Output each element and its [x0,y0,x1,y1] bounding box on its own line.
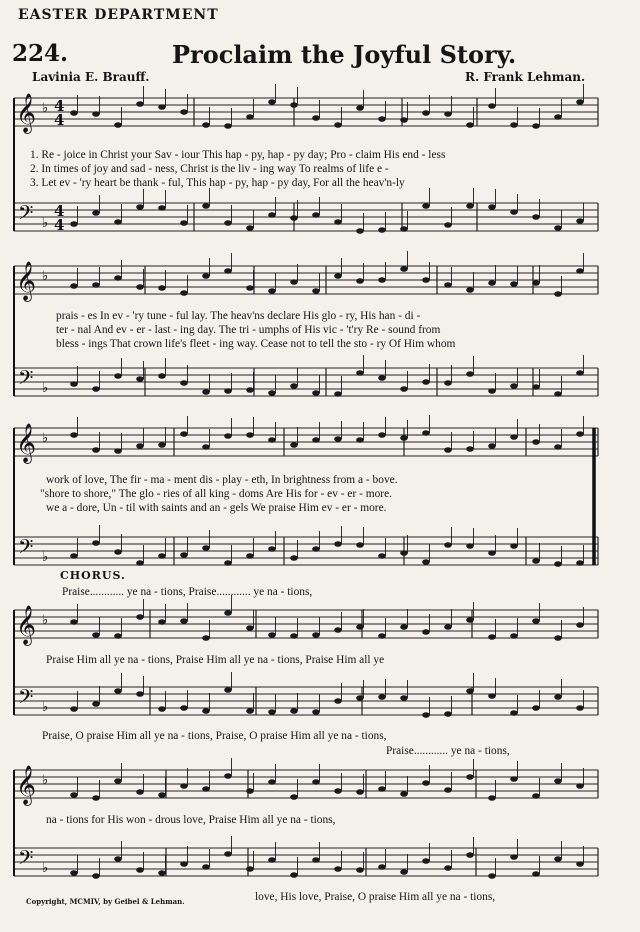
treble-4-note [466,617,474,623]
treble-4-note [136,614,144,620]
treble-1-note [114,122,122,128]
bass-3-note [356,542,364,548]
treble-1-note [268,99,276,105]
bass-5-note [246,866,254,872]
verse-3-line-2: bless - ings That crown life's fleet - ing way. Cease not to tell the sto - ry Of Him whom [56,338,456,350]
bass-1-note [466,203,474,209]
treble-2-note [268,288,276,294]
treble-clef-icon: 𝄞 [16,423,37,463]
treble-3-note [466,446,474,452]
treble-3-note [356,437,364,443]
treble-3-note [136,443,144,449]
time-signature-bottom: 4 [54,111,65,129]
treble-1-note [290,102,298,108]
verse-1-line-1: 1. Re - joice in Christ your Sav - iour This hap - py, hap - py day; Pro - claim His end - less [30,149,446,161]
treble-1-note [532,123,540,129]
bass-5-note [576,861,584,867]
bass-3-note [576,560,584,566]
treble-5-note [422,780,430,786]
treble-4-note [334,627,342,633]
treble-2-note [510,281,518,287]
bass-3-note [290,555,298,561]
bass-5-note [202,864,210,870]
treble-4-note [92,632,100,638]
bass-5-note [158,870,166,876]
bass-4-note [378,694,386,700]
bass-clef-icon: 𝄢 [18,366,34,394]
treble-2-note [158,285,166,291]
treble-1-note [202,122,210,128]
chorus-label: CHORUS. [60,569,126,582]
bass-4-note [268,709,276,715]
bass-2-note [356,370,364,376]
bass-1-note [70,221,78,227]
bass-2-note [488,388,496,394]
treble-2-note [114,275,122,281]
treble-2-note [422,277,430,283]
treble-2-note [70,283,78,289]
bass-3-note [444,542,452,548]
chorus-upper-lyric-2: Praise............ ye na - tions, [386,745,510,757]
bass-3-note [92,540,100,546]
treble-3-note [554,444,562,450]
bass-1-note [136,204,144,210]
key-flat-icon: ♭ [42,613,49,628]
chorus-lower-lyric-2: love, His love, Praise, O praise Him all ye na - tions, [255,891,496,903]
treble-4-note [246,625,254,631]
treble-3-note [268,437,276,443]
composer-credit: R. Frank Lehman. [465,70,586,84]
treble-2-note [554,291,562,297]
key-flat-icon: ♭ [42,216,49,231]
treble-5-note [356,789,364,795]
department-heading: EASTER DEPARTMENT [18,7,219,23]
treble-3-note [224,433,232,439]
hymn-number: 224. [12,40,69,67]
chorus-middle-lyric-1: Praise Him all ye na - tions, Praise Him all ye na - tions, Praise Him all ye [46,654,385,666]
treble-4-note [312,632,320,638]
bass-1-note [224,220,232,226]
bass-2-note [136,376,144,382]
bass-5-note [400,869,408,875]
bass-1-note [202,203,210,209]
treble-5-note [136,789,144,795]
treble-5-note [114,778,122,784]
treble-1-note [422,110,430,116]
treble-5-note [70,792,78,798]
treble-1-note [158,104,166,110]
treble-2-note [136,284,144,290]
time-signature-top: 4 [54,202,65,220]
bass-3-note [400,550,408,556]
bass-clef-icon: 𝄢 [18,201,34,229]
treble-3-note [510,434,518,440]
bass-2-note [466,371,474,377]
bass-5-note [224,851,232,857]
bass-1-note [180,220,188,226]
bass-1-note [92,210,100,216]
treble-2-note [334,273,342,279]
bass-1-note [510,209,518,215]
treble-5-note [444,787,452,793]
treble-2-note [576,268,584,274]
treble-1-note [466,122,474,128]
treble-2-note [378,277,386,283]
treble-3-note [202,444,210,450]
hymn-title: Proclaim the Joyful Story. [172,40,517,69]
treble-1-note [356,105,364,111]
treble-5-note [510,776,518,782]
bass-4-note [400,695,408,701]
bass-5-note [554,856,562,862]
bass-3-note [554,561,562,567]
bass-5-note [466,852,474,858]
treble-4-note [268,632,276,638]
treble-1-note [246,114,254,120]
bass-5-note [532,871,540,877]
bass-1-note [532,214,540,220]
key-flat-icon: ♭ [42,700,49,715]
bass-1-note [334,219,342,225]
treble-1-note [400,117,408,123]
verse-3-line-3: we a - dore, Un - til with saints and an - gels We praise Him ev - er - more. [46,502,387,514]
bass-5-note [290,872,298,878]
bass-1-note [444,222,452,228]
bass-4-note [246,708,254,714]
treble-1-note [334,122,342,128]
treble-clef-icon: 𝄞 [16,765,37,805]
treble-5-note [224,773,232,779]
treble-4-note [224,610,232,616]
treble-5-note [180,783,188,789]
verse-2-line-2: ter - nal And ev - er - last - ing day. The tri - umphs of His vic - 't'ry Re - sound from [56,324,441,336]
bass-5-note [70,870,78,876]
bass-4-note [488,693,496,699]
bass-4-note [532,705,540,711]
bass-4-note [334,698,342,704]
treble-2-note [356,278,364,284]
verse-3-line-1: 3. Let ev - 'ry heart be thank - ful, This hap - py, hap - py day, For all the heav'n-ly [30,177,405,189]
bass-2-note [202,389,210,395]
treble-4-note [158,619,166,625]
bass-3-note [136,560,144,566]
treble-1-note [554,114,562,120]
bass-2-note [290,383,298,389]
bass-1-note [576,218,584,224]
treble-5-note [268,779,276,785]
bass-1-note [290,215,298,221]
key-flat-icon: ♭ [42,381,49,396]
treble-4-note [400,624,408,630]
bass-5-note [356,867,364,873]
bass-5-note [422,858,430,864]
treble-3-note [312,437,320,443]
bass-4-note [136,691,144,697]
treble-2-note [312,288,320,294]
treble-4-note [378,633,386,639]
treble-4-note [510,633,518,639]
bass-2-note [70,381,78,387]
time-signature-top: 4 [54,97,65,115]
bass-1-note [312,212,320,218]
treble-3-note [334,436,342,442]
bass-4-note [290,708,298,714]
treble-1-note [224,123,232,129]
bass-1-note [488,204,496,210]
bass-4-note [202,708,210,714]
treble-5-note [246,788,254,794]
treble-5-note [576,783,584,789]
bass-1-note [158,205,166,211]
bass-4-note [422,712,430,718]
bass-4-note [466,688,474,694]
treble-4-note [532,618,540,624]
bass-2-note [92,386,100,392]
treble-2-note [92,282,100,288]
treble-4-note [488,634,496,640]
treble-3-note [70,432,78,438]
treble-2-note [202,273,210,279]
verse-2-line-1: 2. In times of joy and sad - ness, Christ is the liv - ing way To realms of life e - [30,163,389,175]
treble-4-note [576,622,584,628]
treble-1-note [312,115,320,121]
bass-clef-icon: 𝄢 [18,535,34,563]
treble-1-note [70,110,78,116]
bass-2-note [268,390,276,396]
treble-2-note [532,280,540,286]
treble-5-note [400,791,408,797]
key-flat-icon: ♭ [42,101,49,116]
treble-clef-icon: 𝄞 [16,605,37,645]
bass-5-note [114,856,122,862]
bass-5-note [510,854,518,860]
bass-1-note [268,212,276,218]
bass-3-note [422,559,430,565]
bass-5-note [488,873,496,879]
bass-3-note [510,543,518,549]
treble-2-note [290,279,298,285]
bass-3-note [312,546,320,552]
bass-5-note [92,873,100,879]
bass-4-note [114,688,122,694]
time-signature-bottom: 4 [54,216,65,234]
bass-4-note [510,710,518,716]
copyright-notice: Copyright, MCMIV, by Geibel & Lehman. [26,897,185,906]
treble-3-note [400,435,408,441]
treble-5-note [334,788,342,794]
bass-3-note [268,546,276,552]
verse-1-line-2: prais - es In ev - 'ry tune - ful lay. The heav'ns declare His glo - ry, His han - di - [56,310,421,322]
bass-5-note [268,857,276,863]
bass-3-note [334,541,342,547]
treble-3-note [158,442,166,448]
treble-3-note [444,447,452,453]
bass-4-note [180,705,188,711]
treble-3-note [488,443,496,449]
treble-1-note [136,101,144,107]
treble-5-note [378,786,386,792]
treble-3-note [246,432,254,438]
treble-3-note [378,432,386,438]
treble-clef-icon: 𝄞 [16,93,37,133]
bass-4-note [356,695,364,701]
bass-3-note [466,543,474,549]
bass-2-note [246,387,254,393]
bass-4-note [444,711,452,717]
bass-1-note [356,228,364,234]
bass-2-note [312,390,320,396]
bass-2-note [378,375,386,381]
bass-5-note [312,857,320,863]
treble-5-note [466,774,474,780]
bass-5-note [444,865,452,871]
chorus-upper-lyric-1: Praise............ ye na - tions, Praise............ ye na - tions, [62,586,313,598]
treble-3-note [532,439,540,445]
bass-3-note [224,560,232,566]
treble-3-note [576,431,584,437]
bass-1-note [114,219,122,225]
bass-clef-icon: 𝄢 [18,846,34,874]
treble-4-note [554,635,562,641]
bass-3-note [114,549,122,555]
bass-2-note [158,373,166,379]
treble-4-note [422,629,430,635]
bass-1-note [554,225,562,231]
key-flat-icon: ♭ [42,431,49,446]
treble-1-note [444,111,452,117]
bass-2-note [510,383,518,389]
bass-3-note [246,553,254,559]
treble-2-note [246,285,254,291]
treble-4-note [202,635,210,641]
bass-5-note [378,864,386,870]
treble-5-note [312,779,320,785]
bass-4-note [92,701,100,707]
bass-5-note [136,867,144,873]
chorus-lower-lyric-1: Praise, O praise Him all ye na - tions, Praise, O praise Him all ye na - tions, [42,730,387,742]
bass-4-note [70,706,78,712]
bass-4-note [224,687,232,693]
treble-clef-icon: 𝄞 [16,261,37,301]
treble-4-note [444,624,452,630]
key-flat-icon: ♭ [42,773,49,788]
bass-5-note [334,866,342,872]
treble-4-note [356,624,364,630]
bass-3-note [378,553,386,559]
lyricist-credit: Lavinia E. Brauff. [32,70,150,84]
bass-2-note [422,379,430,385]
bass-2-note [400,386,408,392]
bass-2-note [224,388,232,394]
treble-1-note [510,122,518,128]
treble-3-note [114,448,122,454]
treble-2-note [224,268,232,274]
bass-1-note [378,227,386,233]
treble-2-note [444,282,452,288]
treble-3-note [290,442,298,448]
bass-2-note [576,370,584,376]
treble-4-note [114,633,122,639]
bass-1-note [422,203,430,209]
treble-5-note [488,795,496,801]
treble-2-note [400,266,408,272]
treble-1-note [488,103,496,109]
treble-2-note [466,287,474,293]
treble-5-note [532,793,540,799]
bass-2-note [180,380,188,386]
treble-3-note [180,431,188,437]
treble-2-note [488,280,496,286]
treble-5-note [554,778,562,784]
treble-5-note [290,794,298,800]
treble-5-note [92,795,100,801]
chorus-middle-lyric-2: na - tions for His won - drous love, Praise Him all ye na - tions, [46,814,336,826]
treble-1-note [180,109,188,115]
bass-5-note [180,861,188,867]
bass-3-note [488,550,496,556]
treble-1-note [92,111,100,117]
bass-2-note [114,373,122,379]
key-flat-icon: ♭ [42,550,49,565]
verse-2-line-3: "shore to shore," The glo - ries of all king - doms Are His for - ev - er - more. [40,488,392,500]
bass-3-note [532,558,540,564]
bass-3-note [202,545,210,551]
treble-2-note [180,290,188,296]
bass-4-note [576,705,584,711]
bass-2-note [334,391,342,397]
treble-4-note [290,633,298,639]
bass-2-note [554,391,562,397]
key-flat-icon: ♭ [42,269,49,284]
bass-clef-icon: 𝄢 [18,685,34,713]
bass-2-note [444,380,452,386]
bass-3-note [180,552,188,558]
verse-1-line-3: work of love, The fir - ma - ment dis - play - eth, In brightness from a - bove. [46,474,398,486]
bass-3-note [158,553,166,559]
bass-2-note [532,384,540,390]
treble-4-note [180,618,188,624]
treble-5-note [202,786,210,792]
bass-4-note [554,694,562,700]
bass-1-note [246,225,254,231]
bass-4-note [312,709,320,715]
bass-4-note [158,706,166,712]
treble-1-note [378,116,386,122]
treble-3-note [92,447,100,453]
treble-1-note [576,99,584,105]
treble-3-note [422,430,430,436]
key-flat-icon: ♭ [42,861,49,876]
bass-1-note [400,226,408,232]
treble-5-note [158,792,166,798]
bass-3-note [70,553,78,559]
treble-4-note [70,619,78,625]
